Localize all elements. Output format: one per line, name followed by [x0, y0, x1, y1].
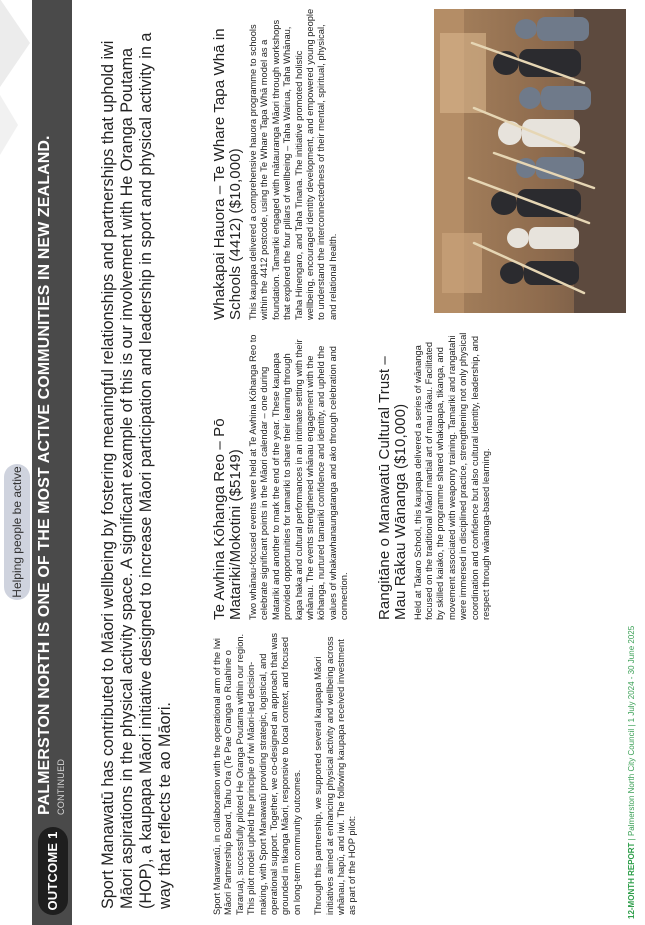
investment-paragraph: Through this partnership, we supported several kaupapa Māori initiatives aimed at enhancing physical activity and wellbeing across whānau, hapū, and iwi. The following kaupapa received investment as part of the HOP pilot:: [313, 636, 358, 915]
column-middle: [212, 332, 503, 620]
intro-paragraph: Sport Manawatū has contributed to Māori wellbeing by fostering meaningful relationships and partnerships that uphold iwi Māori aspirations in the physical activity space. A significant example of this is our involvement with He Oranga Poutama (HOP), a kaupapa Māori initiative designed to increase Māori participation and leadership in sport and physical activity in a way that reflects te ao Māori.: [99, 32, 174, 909]
footer-report-label: 12-MONTH REPORT: [627, 842, 636, 919]
section-body-mau-rakau: Held at Takaro School, this kaupapa delivered a series of wānanga focused on the traditional Māori martial art of mau rākau. Facilitated by skilled kaiako, the programme shared whakapapa, tikanga, and movement associated with weaponry training. Tamariki and rangatahi were immersed in disciplined practice, strengthening not only physical coordination and confidence but also cultural identity, leadership, and respect through wānanga-based learning.: [412, 332, 492, 620]
mau-rakau-training-photo: [434, 9, 626, 313]
section-tag-pill: Helping people be active: [4, 464, 30, 600]
section-title-kohanga: Te Awhina Kōhanga Reo – Pō Matariki/Mokotini ($5149): [211, 418, 244, 620]
page-title: PALMERSTON NORTH IS ONE OF THE MOST ACTIVE COMMUNITIES IN NEW ZEALAND.: [36, 135, 53, 815]
page-footer: [627, 626, 637, 919]
column-right: [212, 8, 349, 320]
column-left: [212, 632, 369, 915]
outcome-badge: OUTCOME 1: [38, 827, 68, 915]
decorative-chevron-shape: [0, 0, 30, 87]
decorative-chevron-shape-small: [0, 95, 18, 155]
section-body-kohanga: Two whānau-focused events were held at Te Awhina Kōhanga Reo to celebrate significant points in the Māori calendar – one during Matariki and another to mark the end of the year. These kaupapa provided opportunities for tamariki to share their learning through kapa haka and cultural performances in an intimate setting with their whānau. The events strengthened whānau engagement with the kōhanga, nurtured tamariki confidence and identity, and upheld the values of whakawhanaungatanga and ako through celebration and connection.: [248, 334, 350, 620]
footer-report-details: | Palmerston North City Council | 1 July 2024 - 30 June 2025: [627, 625, 636, 843]
partnership-paragraph: Sport Manawatū, in collaboration with the operational arm of the Iwi Māori Partnership Board, Tahu Ora (Te Pae Oranga o Ruahine o Tararua), successfully piloted He Oranga Poutama within our region. This pilot model upheld the principle of iwi Māori-led decision-making, with Sport Manawatū providing strategic, logistical, and operational support. Together, we co-designed an approach that was grounded in tikanga Māori, responsive to local context, and focused on long-term community outcomes.: [212, 632, 302, 915]
page-subtitle: CONTINUED: [56, 758, 66, 815]
section-title-whakapai-hauora: Whakapai Hauora – Te Whare Tapa Whā in Schools (4412) ($10,000): [211, 28, 244, 320]
section-body-whakapai-hauora: This kaupapa delivered a comprehensive hauora programme to schools within the 4412 postcode, using the Te Whare Tapa Whā model as a foundation. Tamariki engaged with mātauranga Māori through workshops that explored the four pillars of wellbeing – Taha Wairua, Taha Whānau, Taha Hinengaro, and Taha Tinana. The initiative promoted holistic wellbeing, encouraged identity development, and empowered young people to understand the interconnectedness of their mental, spiritual, physical, and relational health.: [248, 8, 338, 320]
section-title-mau-rakau: Rangitāne o Manawatū Cultural Trust – Mau Rākau Wānanga ($10,000): [375, 356, 409, 620]
